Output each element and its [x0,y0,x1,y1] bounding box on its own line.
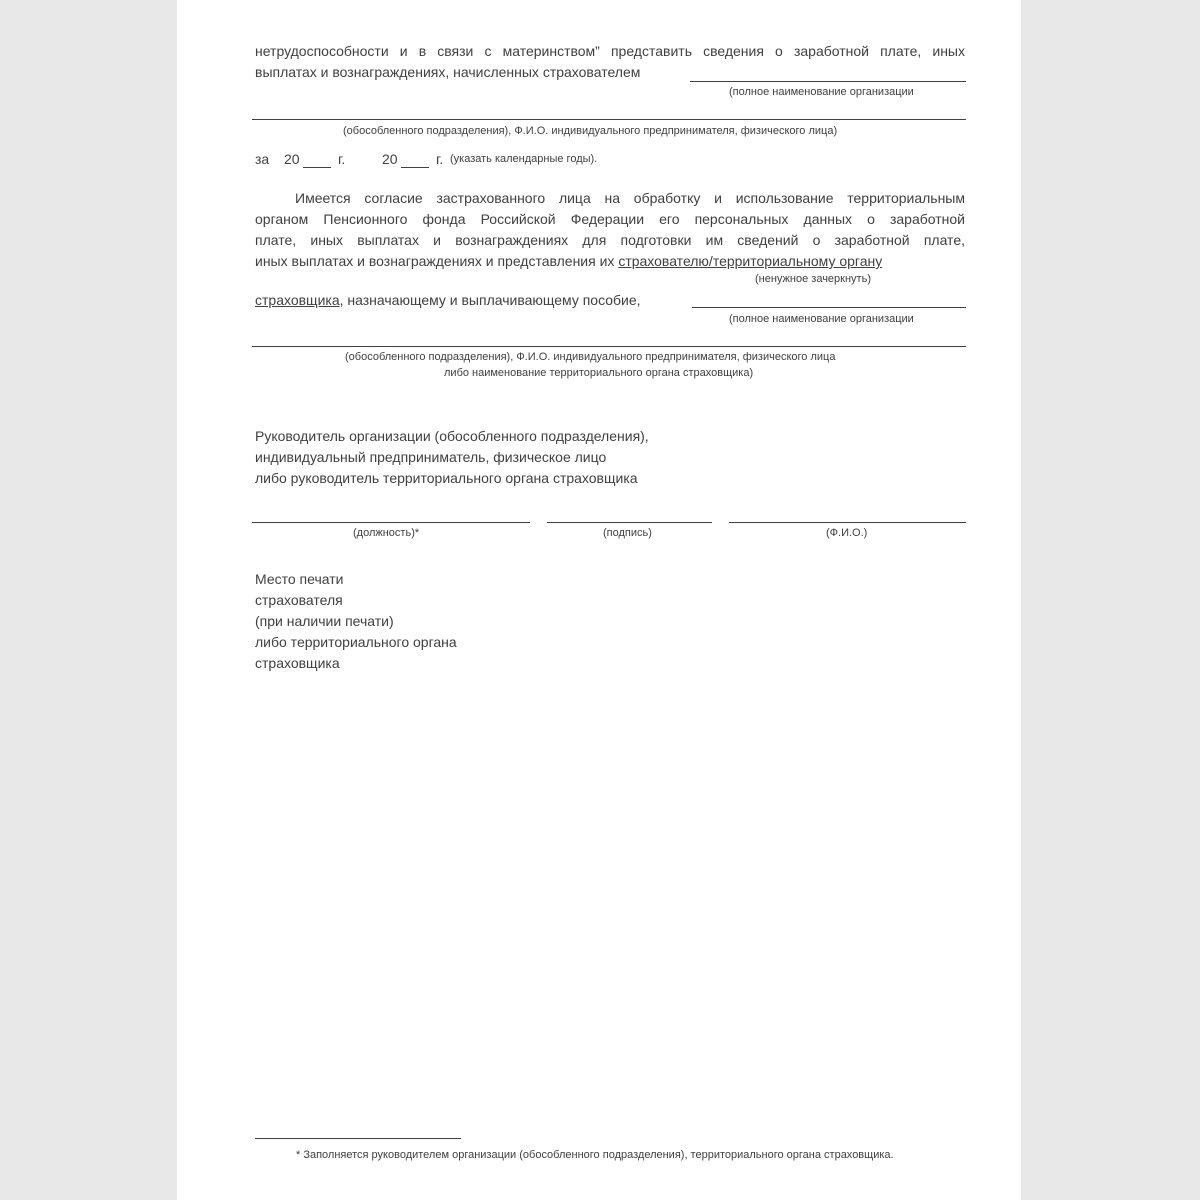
org-name-line[interactable] [690,81,966,82]
footnote-separator [255,1138,461,1139]
recipient-choice-2[interactable]: страховщика, [255,292,344,308]
caption-org-name-2-cont-2: либо наименование территориального органа страховщика) [444,367,754,379]
years-prefix-2: 20 [382,151,398,167]
caption-fio: (Ф.И.О.) [826,527,868,539]
position-field[interactable] [252,522,530,523]
year-2-field[interactable] [401,167,429,168]
payer-org-name-line[interactable] [692,307,966,308]
years-note: (указать календарные годы). [450,153,598,165]
years-za: за [255,151,270,167]
consent-line-2: органом Пенсионного фонда Российской Федерации его персональных данных о заработной [255,211,965,227]
caption-org-name-2: (полное наименование организации [729,313,914,325]
consent-line-4 [255,252,882,270]
head-line-3: либо руководитель территориального органа страховщика [255,470,638,486]
intro-line-1: нетрудоспособности и в связи с материнством” представить сведения о заработной плате, иных [255,43,965,59]
years-prefix-1: 20 [284,151,300,167]
head-line-2: индивидуальный предприниматель, физическое лицо [255,449,607,465]
signature-field[interactable] [547,522,712,523]
consent-line-5 [255,291,641,309]
stamp-line-3: (при наличии печати) [255,613,394,629]
year-1-field[interactable] [303,167,331,168]
stamp-line-1: Место печати [255,571,344,587]
fio-field[interactable] [729,522,966,523]
caption-position: (должность)* [353,527,420,539]
consent-line-4-text: иных выплатах и вознаграждениях и представления их [255,253,615,269]
caption-org-name-2-cont-1: (обособленного подразделения), Ф.И.О. индивидуального предпринимателя, физического лица [345,351,836,363]
footnote-text: * Заполняется руководителем организации (обособленного подразделения), территориального органа страховщика. [296,1149,894,1161]
stamp-line-4: либо территориального органа [255,634,457,650]
consent-line-3: плате, иных выплатах и вознаграждениях для подготовки им сведений о заработной плате, [255,232,965,248]
caption-strike-unneeded: (ненужное зачеркнуть) [755,273,871,285]
recipient-choice-1[interactable]: страхователю/территориальному органу [618,253,883,269]
caption-org-name-1: (полное наименование организации [729,86,914,98]
org-name-line-cont[interactable] [252,119,966,120]
intro-line-2: выплатах и вознаграждениях, начисленных страхователем [255,64,641,80]
consent-line-1: Имеется согласие застрахованного лица на обработку и использование территориальным [295,190,965,206]
years-g-2: г. [436,151,444,167]
document-page [177,0,1021,1200]
caption-signature: (подпись) [603,527,652,539]
stamp-line-5: страховщика [255,655,340,671]
stamp-line-2: страхователя [255,592,343,608]
years-g-1: г. [338,151,346,167]
caption-org-name-1-cont: (обособленного подразделения), Ф.И.О. индивидуального предпринимателя, физического лица) [343,125,838,137]
head-line-1: Руководитель организации (обособленного подразделения), [255,428,649,444]
consent-line-5-text: назначающему и выплачивающему пособие, [347,292,641,308]
payer-org-name-line-cont[interactable] [252,346,966,347]
